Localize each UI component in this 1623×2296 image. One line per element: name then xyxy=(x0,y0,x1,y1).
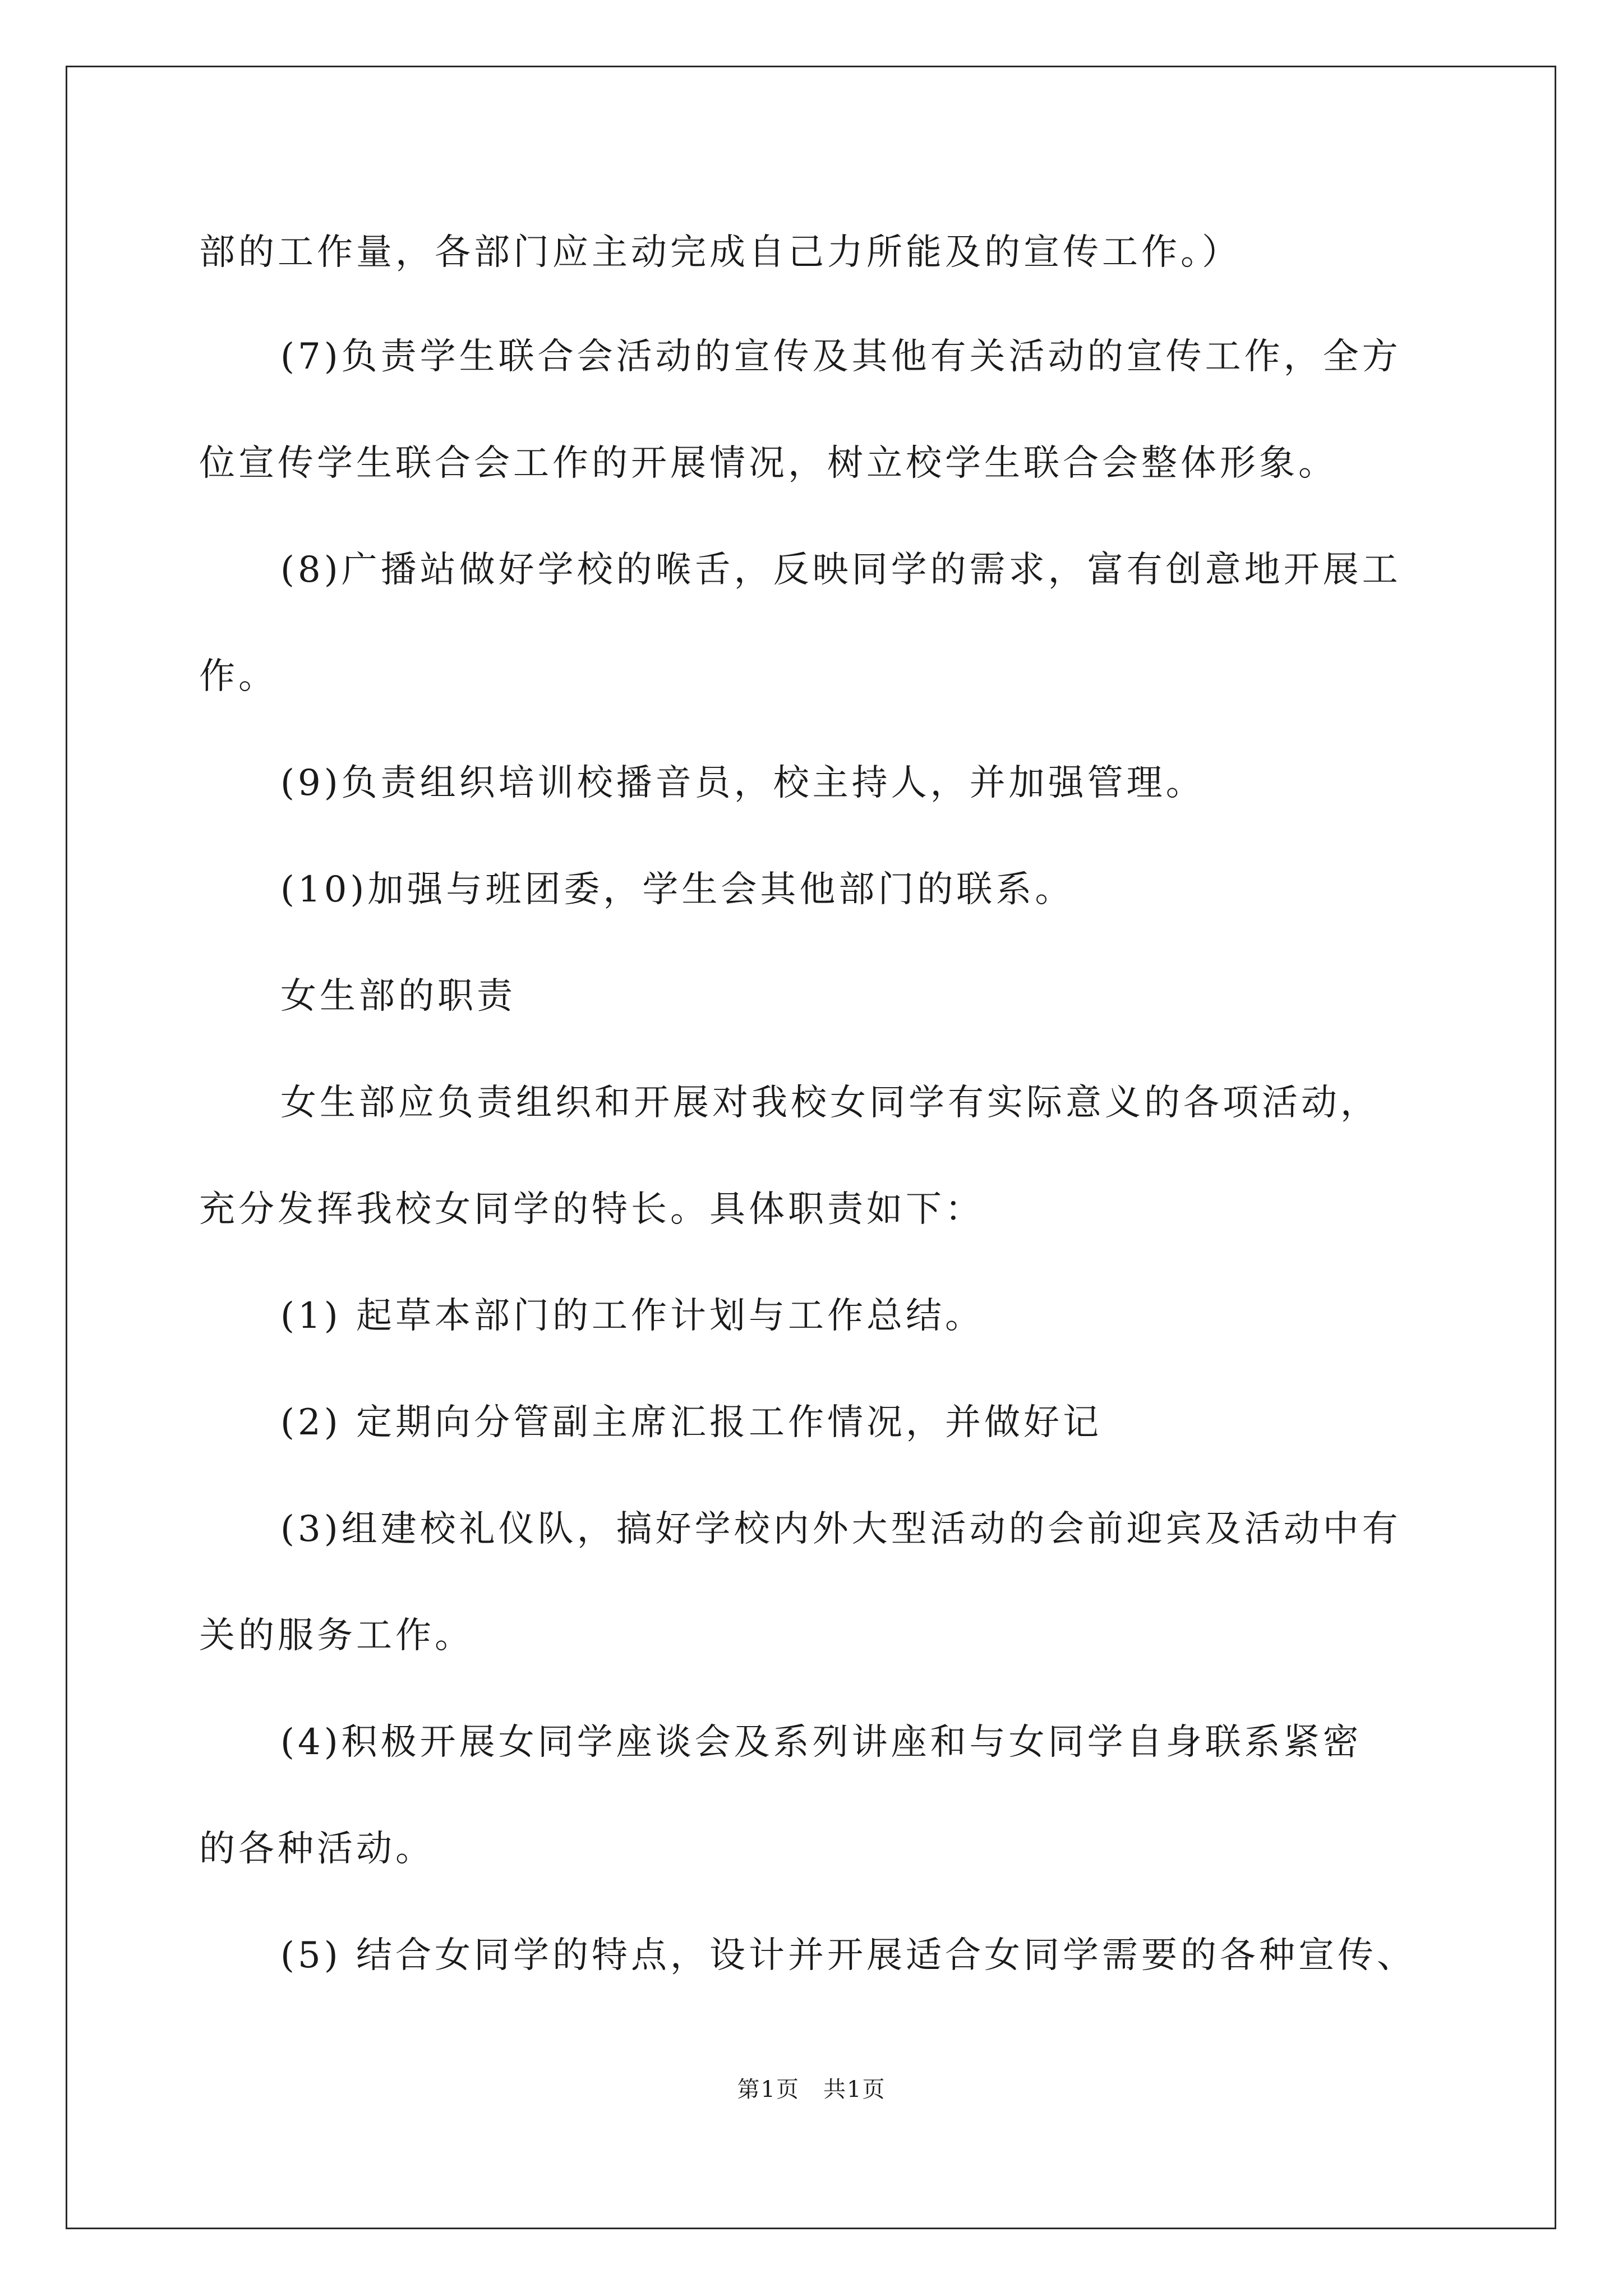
text-line-6: (9)负责组织培训校播音员，校主持人，并加强管理。 xyxy=(280,762,1205,804)
section-heading: 女生部的职责 xyxy=(280,976,516,1017)
page-border xyxy=(66,66,1556,2229)
text-line-16: 的各种活动。 xyxy=(199,1828,435,1870)
text-line-3: 位宣传学生联合会工作的开展情况，树立校学生联合会整体形象。 xyxy=(199,443,1338,484)
text-line-1: 部的工作量，各部门应主动完成自己力所能及的宣传工作。） xyxy=(199,232,1241,273)
text-line-9: 女生部应负责组织和开展对我校女同学有实际意义的各项活动， xyxy=(280,1082,1380,1124)
text-line-17: (5) 结合女同学的特点，设计并开展适合女同学需要的各种宣传、 xyxy=(280,1935,1416,1976)
text-line-2: (7)负责学生联合会活动的宣传及其他有关活动的宣传工作，全方 xyxy=(280,336,1401,378)
text-line-7: (10)加强与班团委，学生会其他部门的联系。 xyxy=(280,869,1075,910)
text-line-5: 作。 xyxy=(199,656,278,697)
page-number-footer: 第1页 共1页 xyxy=(737,2077,886,2102)
text-line-14: 关的服务工作。 xyxy=(199,1615,474,1657)
text-line-10: 充分发挥我校女同学的特长。具体职责如下： xyxy=(199,1189,984,1230)
text-line-15: (4)积极开展女同学座谈会及系列讲座和与女同学自身联系紧密 xyxy=(280,1722,1362,1763)
text-line-11: (1) 起草本部门的工作计划与工作总结。 xyxy=(280,1295,984,1337)
text-line-4: (8)广播站做好学校的喉舌，反映同学的需求，富有创意地开展工 xyxy=(280,549,1401,591)
text-line-13: (3)组建校礼仪队，搞好学校内外大型活动的会前迎宾及活动中有 xyxy=(280,1508,1401,1550)
text-line-12: (2) 定期向分管副主席汇报工作情况，并做好记 xyxy=(280,1402,1102,1443)
